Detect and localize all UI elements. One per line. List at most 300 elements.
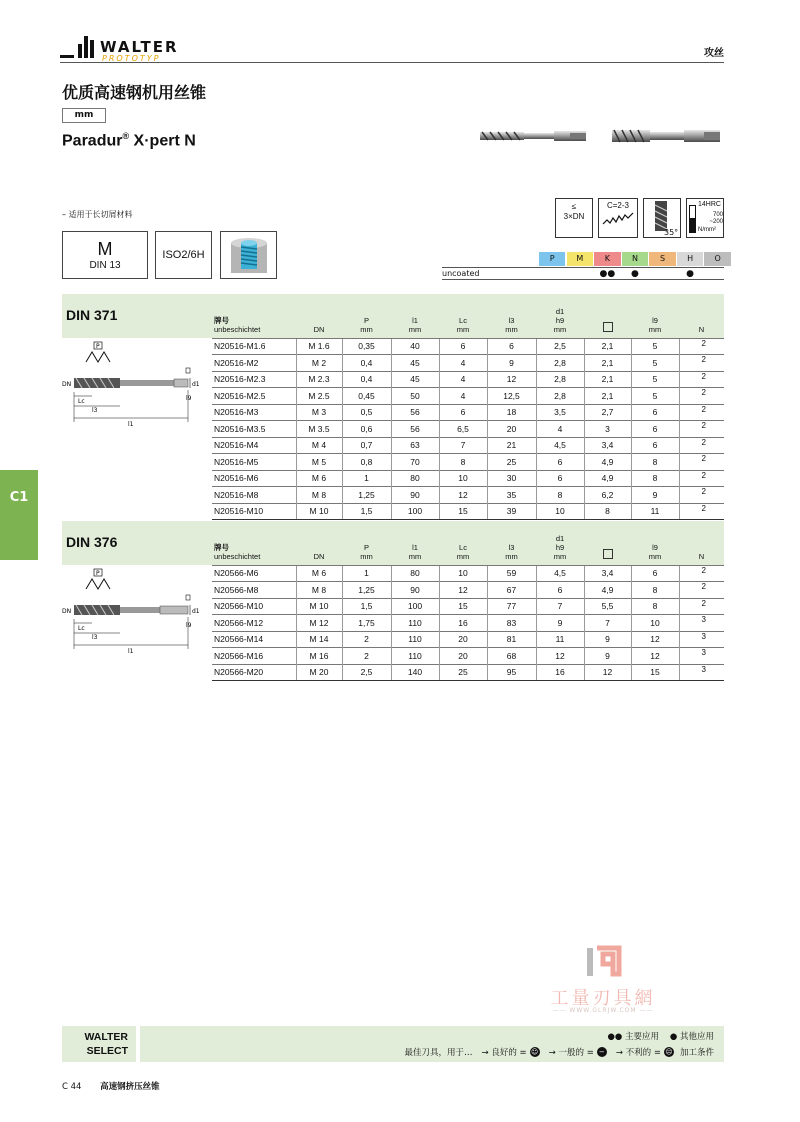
table-cell: 4,5: [536, 437, 584, 454]
depth-icon: [555, 198, 593, 238]
col-d1: d1: [555, 533, 565, 543]
l3-label: l3: [92, 407, 98, 414]
thread-standard-small: DIN 13: [89, 260, 121, 271]
table-cell: 10: [631, 615, 679, 632]
product-name-text: Paradur: [62, 132, 123, 150]
table-cell: 2,8: [536, 371, 584, 388]
material-group-o: O: [704, 252, 730, 266]
table-cell: 3,4: [584, 437, 631, 454]
hardness-icon: [686, 198, 724, 238]
l3-label: l3: [92, 634, 98, 641]
table-cell: 0,4: [342, 371, 391, 388]
din376-tap-diagram: [62, 567, 212, 667]
table-row[interactable]: [212, 598, 724, 615]
table-cell: 80: [391, 470, 439, 487]
table-cell: M 8: [296, 582, 342, 599]
col-n-header: [679, 294, 724, 338]
tap-neck: [120, 380, 174, 386]
square-end-icon: [186, 368, 190, 373]
table-cell: 12: [536, 648, 584, 665]
thread-hole-box: [220, 231, 277, 279]
table-cell: 12: [439, 487, 487, 504]
table-cell: 2: [679, 437, 724, 454]
table-cell: 9: [631, 487, 679, 504]
table-row[interactable]: [212, 437, 724, 454]
din376-table-header: [212, 521, 724, 565]
part-number-cell: N20516-M2.5: [212, 388, 296, 405]
table-cell: 6: [631, 421, 679, 438]
table-cell: 2,1: [584, 371, 631, 388]
table-cell: M 16: [296, 648, 342, 665]
table-cell: 5: [631, 355, 679, 372]
col-dn-header: [296, 521, 342, 565]
material-rating-o: [704, 268, 730, 280]
hardness-top: 14HRC: [698, 201, 721, 208]
col-l1-header: [391, 294, 439, 338]
col-l9-header: [631, 294, 679, 338]
col-p-header: [342, 521, 391, 565]
table-cell: 16: [439, 615, 487, 632]
table-cell: 39: [487, 503, 536, 520]
watermark-text: 工量刃具網: [550, 988, 656, 1009]
table-cell: 110: [391, 648, 439, 665]
col-n: N: [698, 324, 705, 334]
lc-label: Lc: [78, 398, 85, 405]
table-cell: 6,5: [439, 421, 487, 438]
table-cell: M 4: [296, 437, 342, 454]
table-cell: 25: [487, 454, 536, 471]
table-cell: 9: [487, 355, 536, 372]
part-number-cell: N20566-M6: [212, 565, 296, 582]
logo-subtitle: PROTOTYP: [102, 54, 161, 63]
col-n: N: [698, 551, 705, 561]
col-d1-tol: h9: [555, 315, 565, 325]
table-cell: 2,5: [342, 664, 391, 681]
d1-label: d1: [192, 608, 200, 615]
table-cell: 1,5: [342, 503, 391, 520]
table-cell: 45: [391, 355, 439, 372]
tap-image-2: [610, 126, 724, 146]
legend-conditions: [405, 1046, 715, 1058]
thread-standard-big: M: [97, 239, 113, 259]
hardness-scale-icon: [689, 205, 696, 233]
material-rating-k: ●●: [599, 269, 616, 279]
table-cell: 0,35: [342, 338, 391, 355]
helix-angle-text: 35°: [664, 228, 679, 237]
depth-value: 3×DN: [563, 212, 585, 221]
table-cell: 2,8: [536, 355, 584, 372]
table-cell: 8: [439, 454, 487, 471]
l1-label: l1: [128, 648, 134, 655]
din376-table-body: [212, 565, 724, 681]
material-rating-row: [442, 267, 724, 280]
table-cell: 12,5: [487, 388, 536, 405]
table-cell: M 8: [296, 487, 342, 504]
walter-select-line1: WALTER: [84, 1031, 128, 1043]
material-rating-p: [539, 268, 565, 280]
material-group-p: P: [539, 252, 565, 266]
table-cell: 18: [487, 404, 536, 421]
table-cell: M 20: [296, 664, 342, 681]
table-cell: 4,9: [584, 470, 631, 487]
table-cell: 6,2: [584, 487, 631, 504]
table-row[interactable]: [212, 404, 724, 421]
table-cell: 5,5: [584, 598, 631, 615]
tolerance-box: [155, 231, 212, 279]
col-l9: l9: [652, 542, 658, 552]
table-cell: 11: [631, 503, 679, 520]
table-cell: 1,25: [342, 582, 391, 599]
table-cell: 35: [487, 487, 536, 504]
col-p: P: [363, 542, 369, 552]
table-cell: 110: [391, 615, 439, 632]
table-cell: 56: [391, 421, 439, 438]
col-lc-unit: mm: [456, 324, 470, 334]
d1-label: d1: [192, 381, 200, 388]
page-title: 优质高速钢机用丝锥: [62, 83, 207, 102]
col-dn: DN: [313, 551, 325, 561]
table-cell: 50: [391, 388, 439, 405]
table-cell: 7: [584, 615, 631, 632]
table-cell: 8: [631, 470, 679, 487]
col-d1-unit: mm: [553, 324, 567, 334]
table-cell: 2,8: [536, 388, 584, 405]
table-cell: 15: [439, 598, 487, 615]
lc-label: Lc: [78, 625, 85, 632]
table-cell: 83: [487, 615, 536, 632]
din371-table-body: [212, 338, 724, 520]
chamfer-value: C=2-3: [606, 201, 629, 210]
table-cell: 2: [679, 598, 724, 615]
table-cell: 5: [631, 388, 679, 405]
table-cell: 6: [631, 437, 679, 454]
table-cell: M 10: [296, 598, 342, 615]
table-cell: M 6: [296, 470, 342, 487]
table-cell: 5: [631, 371, 679, 388]
table-row[interactable]: [212, 582, 724, 599]
table-cell: 20: [439, 648, 487, 665]
table-cell: 2: [679, 421, 724, 438]
table-cell: 20: [439, 631, 487, 648]
col-l3: l3: [508, 542, 515, 552]
table-cell: 6: [487, 338, 536, 355]
table-cell: 2,1: [584, 338, 631, 355]
material-rating-s: [649, 268, 675, 280]
col-lc-unit: mm: [456, 551, 470, 561]
table-cell: M 2.5: [296, 388, 342, 405]
table-cell: 2,1: [584, 355, 631, 372]
table-cell: 12: [439, 582, 487, 599]
chamfer-profile-icon: [601, 210, 635, 226]
table-cell: 4: [439, 388, 487, 405]
legend-good: → 良好的 =: [481, 1048, 527, 1058]
product-name-suffix: X·pert N: [129, 132, 196, 150]
din376-table: [212, 521, 724, 681]
table-cell: 2,5: [536, 338, 584, 355]
depth-symbol: ≤: [571, 202, 577, 211]
part-label-2: unbeschichtet: [214, 551, 261, 561]
table-cell: 0,8: [342, 454, 391, 471]
table-cell: 6: [439, 338, 487, 355]
walter-select-label: [62, 1026, 136, 1062]
square-end-icon: [186, 595, 190, 600]
table-cell: M 5: [296, 454, 342, 471]
material-rating-cells: [539, 268, 732, 280]
table-cell: 2: [679, 565, 724, 582]
col-l3-unit: mm: [505, 551, 518, 561]
table-cell: 8: [631, 598, 679, 615]
col-p-unit: mm: [360, 551, 373, 561]
col-lc-header: [439, 294, 487, 338]
col-lc-header: [439, 521, 487, 565]
table-cell: 90: [391, 487, 439, 504]
table-row[interactable]: [212, 615, 724, 632]
table-cell: 5: [631, 338, 679, 355]
part-number-cell: N20566-M20: [212, 664, 296, 681]
l1-label: l1: [128, 421, 134, 428]
part-number-cell: N20516-M5: [212, 454, 296, 471]
table-row[interactable]: [212, 503, 724, 520]
logo-word: WALTER: [100, 38, 179, 56]
col-l1: l1: [412, 315, 418, 325]
part-number-cell: N20516-M6: [212, 470, 296, 487]
table-cell: 3: [679, 648, 724, 665]
col-l1-unit: mm: [408, 551, 422, 561]
tap-shank: [174, 379, 188, 387]
page-footer-title: 高速钢挤压丝锥: [100, 1082, 160, 1092]
table-cell: 4,9: [584, 454, 631, 471]
legend-box: [140, 1026, 724, 1062]
material-group-m: M: [567, 252, 593, 266]
table-row[interactable]: [212, 648, 724, 665]
table-cell: 6: [536, 582, 584, 599]
part-label-1-header: [212, 521, 296, 565]
table-cell: 6: [631, 404, 679, 421]
table-cell: 9: [536, 615, 584, 632]
table-row[interactable]: [212, 421, 724, 438]
table-cell: 100: [391, 598, 439, 615]
table-cell: 1: [342, 470, 391, 487]
table-cell: 70: [391, 454, 439, 471]
table-row[interactable]: [212, 454, 724, 471]
table-cell: 4,9: [584, 582, 631, 599]
part-label-1: 牌号: [214, 315, 229, 325]
table-cell: 0,45: [342, 388, 391, 405]
col-d1-tol: h9: [555, 542, 565, 552]
registered-mark: ®: [122, 131, 130, 141]
table-row[interactable]: [212, 565, 724, 582]
table-cell: 95: [487, 664, 536, 681]
table-cell: 2: [679, 470, 724, 487]
square-drive-icon: [603, 549, 613, 559]
table-cell: 12: [631, 648, 679, 665]
part-number-cell: N20516-M4: [212, 437, 296, 454]
table-cell: 8: [536, 487, 584, 504]
col-l3: l3: [508, 315, 515, 325]
table-cell: 1,75: [342, 615, 391, 632]
din376-title: DIN 376: [66, 534, 118, 550]
col-lc: Lc: [459, 542, 467, 552]
watermark-logo-icon: [583, 944, 623, 980]
part-number-cell: N20516-M2.3: [212, 371, 296, 388]
l9-label: l9: [186, 395, 192, 402]
material-group-h: H: [677, 252, 703, 266]
col-dn-header: [296, 294, 342, 338]
table-cell: 3: [679, 615, 724, 632]
din371-tap-diagram: [62, 340, 212, 440]
din371-table: [212, 294, 724, 520]
table-cell: 21: [487, 437, 536, 454]
table-cell: 9: [584, 631, 631, 648]
table-cell: 10: [439, 565, 487, 582]
material-group-n: N: [622, 252, 648, 266]
table-row[interactable]: [212, 388, 724, 405]
material-rating-n: ●: [631, 269, 639, 279]
pitch-label: P: [96, 343, 100, 350]
pitch-label: P: [96, 570, 100, 577]
legend-usage: [608, 1030, 714, 1042]
material-group-s: S: [649, 252, 675, 266]
table-cell: 16: [536, 664, 584, 681]
material-rating-m: [567, 268, 593, 280]
table-cell: M 1.6: [296, 338, 342, 355]
col-square-drive: [584, 294, 631, 338]
col-l3-header: [487, 521, 536, 565]
table-row[interactable]: [212, 338, 724, 355]
table-cell: 15: [631, 664, 679, 681]
table-cell: 3: [584, 421, 631, 438]
table-cell: 56: [391, 404, 439, 421]
col-d1: d1: [555, 306, 565, 316]
table-row[interactable]: [212, 355, 724, 372]
part-number-cell: N20516-M10: [212, 503, 296, 520]
table-cell: 3,4: [584, 565, 631, 582]
page-footer: [62, 1080, 160, 1092]
table-cell: M 12: [296, 615, 342, 632]
part-number-cell: N20516-M3: [212, 404, 296, 421]
l9-label: l9: [186, 622, 192, 629]
tap-shank: [160, 606, 188, 614]
col-p: P: [363, 315, 369, 325]
watermark-url: —— WWW.GLRJW.COM ——: [552, 1007, 654, 1014]
table-cell: 0,6: [342, 421, 391, 438]
table-cell: 8: [631, 454, 679, 471]
table-cell: 3: [679, 631, 724, 648]
col-l3-header: [487, 294, 536, 338]
col-l9-header: [631, 521, 679, 565]
table-cell: 2: [342, 631, 391, 648]
col-l9: l9: [652, 315, 658, 325]
din371-table-header: [212, 294, 724, 338]
table-cell: 2: [342, 648, 391, 665]
col-d1-header: [536, 294, 584, 338]
col-square-drive: [584, 521, 631, 565]
table-cell: 2: [679, 582, 724, 599]
din371-title: DIN 371: [66, 307, 118, 323]
part-number-cell: N20516-M8: [212, 487, 296, 504]
part-number-cell: N20566-M16: [212, 648, 296, 665]
table-cell: 100: [391, 503, 439, 520]
col-d1-unit: mm: [553, 551, 567, 561]
table-row[interactable]: [212, 470, 724, 487]
dn-label: DN: [62, 608, 72, 615]
legend-average: → 一般的 =: [548, 1048, 594, 1058]
thread-profile-icon: [86, 579, 110, 589]
table-cell: 4: [439, 355, 487, 372]
part-number-cell: N20566-M10: [212, 598, 296, 615]
table-cell: 12: [487, 371, 536, 388]
table-cell: M 3.5: [296, 421, 342, 438]
table-cell: 2: [679, 487, 724, 504]
table-cell: 59: [487, 565, 536, 582]
page-number: C 44: [62, 1082, 82, 1092]
table-cell: 1,5: [342, 598, 391, 615]
col-lc: Lc: [459, 315, 467, 325]
walter-select-line2: SELECT: [86, 1045, 128, 1057]
part-label-1: 牌号: [214, 542, 229, 552]
category-label: 攻丝: [704, 48, 724, 59]
table-cell: M 10: [296, 503, 342, 520]
table-row[interactable]: [212, 487, 724, 504]
table-cell: 3: [679, 664, 724, 681]
table-cell: 0,7: [342, 437, 391, 454]
legend-bad: → 不利的 =: [615, 1048, 661, 1058]
table-cell: 9: [584, 648, 631, 665]
table-cell: 30: [487, 470, 536, 487]
table-cell: M 2: [296, 355, 342, 372]
chamfer-icon: [598, 198, 638, 238]
table-cell: 6: [439, 404, 487, 421]
table-cell: 77: [487, 598, 536, 615]
table-cell: 3,5: [536, 404, 584, 421]
table-row[interactable]: [212, 371, 724, 388]
chapter-tab[interactable]: C1: [0, 470, 38, 560]
col-n-header: [679, 521, 724, 565]
table-row[interactable]: [212, 664, 724, 681]
spiral-flute-icon: [644, 199, 680, 237]
table-cell: M 14: [296, 631, 342, 648]
col-l9-unit: mm: [648, 324, 662, 334]
table-cell: 110: [391, 631, 439, 648]
table-cell: 10: [536, 503, 584, 520]
table-cell: M 6: [296, 565, 342, 582]
col-d1-header: [536, 521, 584, 565]
table-cell: 4: [439, 371, 487, 388]
square-drive-icon: [603, 322, 613, 332]
legend-other-use: ● 其他应用: [669, 1032, 714, 1042]
table-row[interactable]: [212, 631, 724, 648]
bad-face-icon: ☹: [665, 1048, 673, 1056]
table-cell: 2: [679, 355, 724, 372]
table-cell: 40: [391, 338, 439, 355]
part-label-1-header: [212, 294, 296, 338]
table-cell: 0,5: [342, 404, 391, 421]
table-cell: 2: [679, 371, 724, 388]
col-l1-header: [391, 521, 439, 565]
col-dn: DN: [313, 324, 325, 334]
threaded-hole-icon: [229, 235, 269, 275]
table-cell: 90: [391, 582, 439, 599]
table-cell: 8: [584, 503, 631, 520]
material-note: – 适用于长切屑材料: [62, 210, 133, 219]
part-number-cell: N20566-M12: [212, 615, 296, 632]
legend-conditions-label: 加工条件: [679, 1048, 714, 1058]
table-cell: 2: [679, 454, 724, 471]
helix-angle-icon: [643, 198, 681, 238]
table-cell: 25: [439, 664, 487, 681]
table-cell: 1,25: [342, 487, 391, 504]
legend-main-use: ●● 主要应用: [607, 1032, 660, 1042]
